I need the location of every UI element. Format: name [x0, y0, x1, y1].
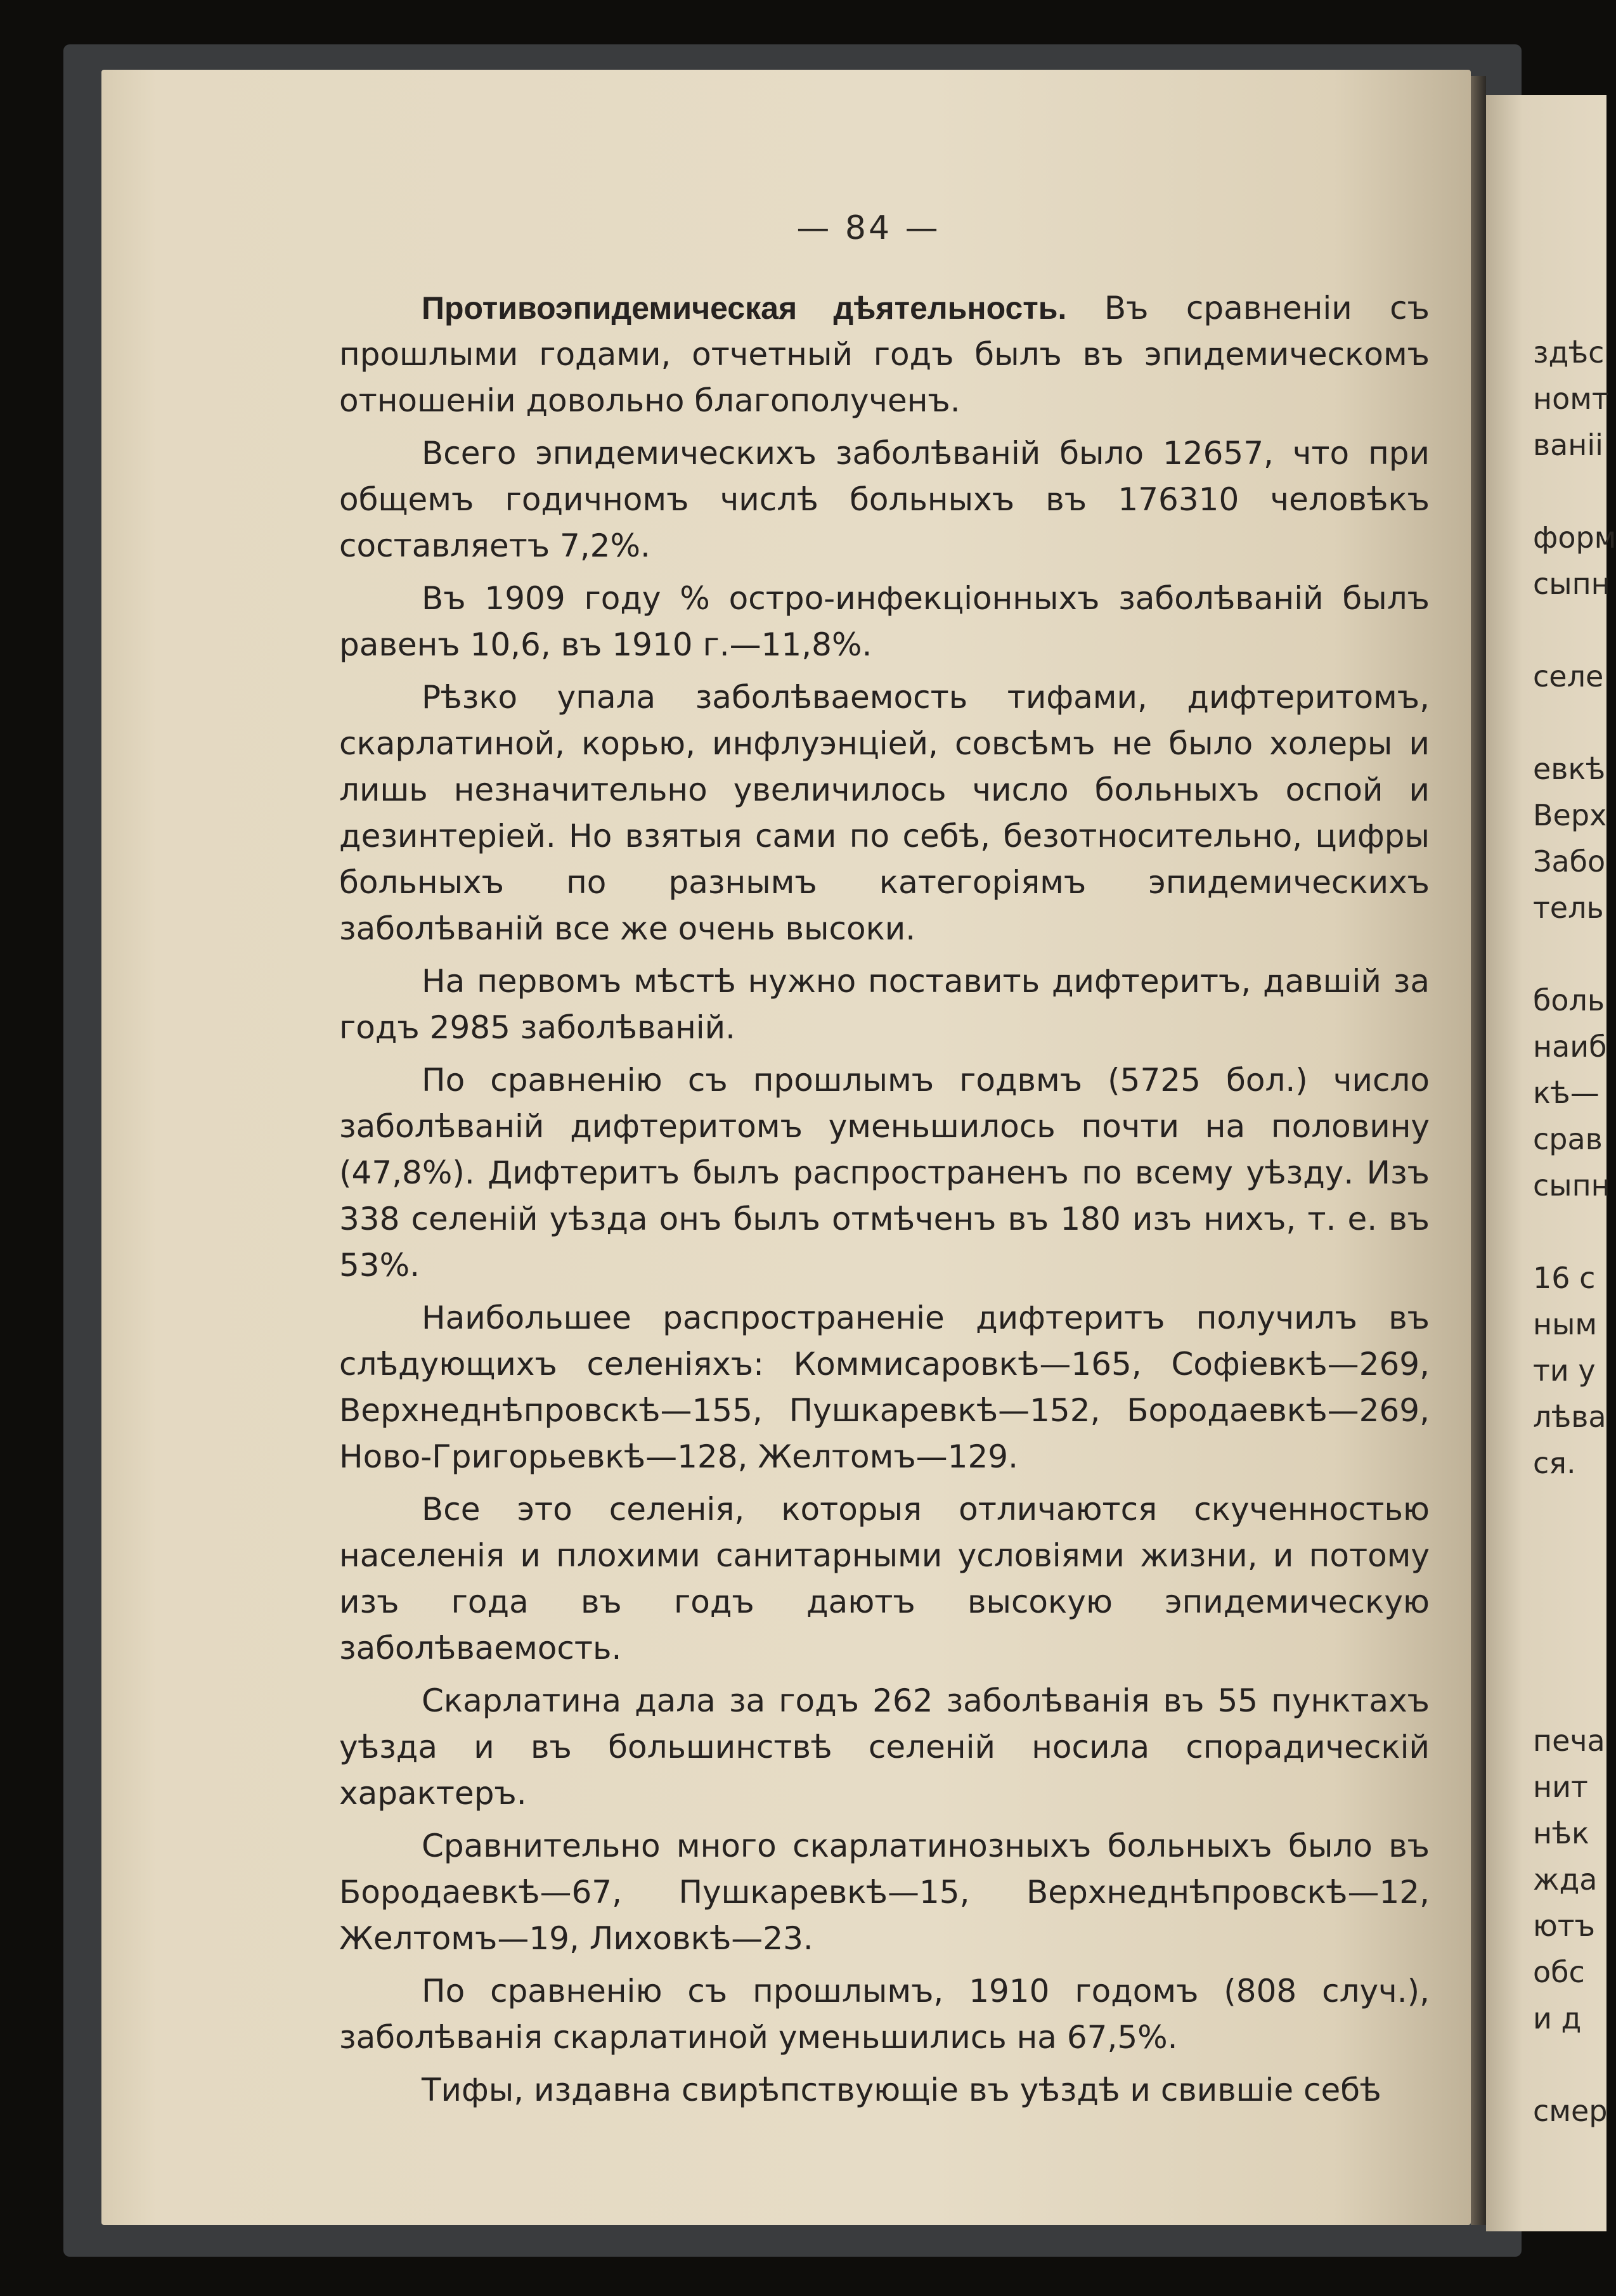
right-page-fragment: Забо: [1533, 844, 1606, 879]
paragraph-text: По сравненію съ прошлымъ годвмъ (5725 бол.) число заболѣваній дифтеритомъ уменьшилось почти на половину (47,8%). Дифтеритъ былъ распространенъ по всему уѣзду. Изъ 338 селеній уѣзда онъ былъ отмѣченъ въ 180 изъ нихъ, т. е. въ 53%.: [339, 1062, 1430, 1284]
paragraph: [339, 674, 1430, 952]
paragraph-text: Всего эпидемическихъ заболѣваній было 12657, что при общемъ годичномъ числѣ больныхъ въ 176310 человѣкъ составляетъ 7,2%.: [339, 435, 1430, 564]
paragraph-text: Наибольшее распространеніе дифтеритъ получилъ въ слѣдующихъ селеніяхъ: Коммисаровкѣ—165, Софіевкѣ—269, Верхнеднѣпровскѣ—155, Пушкаревкѣ—152, Бородаевкѣ—269, Ново-Григорьевкѣ—128, Желтомъ—129.: [339, 1300, 1430, 1475]
right-page-fragment: [1533, 468, 1606, 515]
right-page-fragment: ти у: [1533, 1353, 1596, 1388]
right-page-fragment: обс: [1533, 1955, 1585, 1989]
paragraph-text: На первомъ мѣстѣ нужно поставить дифтеритъ, давшій за годъ 2985 заболѣваній.: [339, 963, 1430, 1046]
paragraph-text: Скарлатина дала за годъ 262 заболѣванія въ 55 пунктахъ уѣзда и въ большинствѣ селеній носила спорадическій характеръ.: [339, 1682, 1430, 1812]
right-page-fragment: [1533, 931, 1606, 977]
right-page-fragment: жда: [1533, 1862, 1598, 1897]
paragraph: [339, 430, 1430, 569]
paragraph-text: Въ 1909 году % остро-инфекціонныхъ заболѣваній былъ равенъ 10,6, въ 1910 г.—11,8%.: [339, 580, 1430, 663]
right-page-fragment: лѣва: [1533, 1400, 1606, 1434]
right-page-fragment: боль: [1533, 983, 1605, 1017]
right-page-fragment: здѣс: [1533, 335, 1605, 370]
right-page-fragment: [1533, 1672, 1606, 1718]
right-page-fragment: [1533, 1533, 1606, 1579]
paragraph: [339, 1487, 1430, 1672]
paragraph-text: Сравнительно много скарлатинозныхъ больныхъ было въ Бородаевкѣ—67, Пушкаревкѣ—15, Верхнеднѣпровскѣ—12, Желтомъ—19, Лиховкѣ—23.: [339, 1828, 1430, 1957]
right-page-fragment: [1533, 1625, 1606, 1672]
right-page-fragment: печа: [1533, 1724, 1605, 1758]
paragraph: [339, 576, 1430, 668]
right-page-fragment: [1533, 700, 1606, 746]
paragraph: [339, 1678, 1430, 1817]
paragraph: [339, 1057, 1430, 1289]
right-page-fragment: нѣк: [1533, 1816, 1589, 1850]
right-page-fragment: [1533, 1487, 1606, 1533]
right-page-fragment: [1533, 607, 1606, 654]
right-page-fragment: форм: [1533, 520, 1616, 555]
book-spine: [1471, 76, 1486, 2225]
paragraph: [339, 2067, 1430, 2113]
right-page-fragment: [1533, 1579, 1606, 1625]
right-page-text-fragments: [1533, 330, 1616, 2134]
paragraph: [339, 1295, 1430, 1480]
paragraph-text: Въ сравненіи съ прошлыми годами, отчетный годъ былъ въ эпидемическомъ отношеніи довольно благополученъ.: [339, 290, 1430, 419]
right-page-fragment: и д: [1533, 2001, 1582, 2035]
page-body-text: [339, 285, 1430, 2120]
paragraph-text: Тифы, издавна свирѣпствующіе въ уѣздѣ и свившіе себѣ: [422, 2072, 1381, 2108]
right-page-fragment: ся.: [1533, 1446, 1576, 1480]
paragraph: [339, 1968, 1430, 2061]
right-page-fragment: [1533, 1209, 1606, 1255]
right-page-fragment: Верх: [1533, 798, 1607, 832]
right-page-fragment: срав: [1533, 1122, 1603, 1156]
right-page-fragment: ным: [1533, 1307, 1598, 1341]
right-page-fragment: смер: [1533, 2094, 1608, 2128]
paragraph: [339, 285, 1430, 424]
page-number: — 84 —: [796, 209, 941, 247]
right-page-fragment: кѣ—: [1533, 1076, 1600, 1110]
right-page-fragment: ваніі: [1533, 428, 1603, 462]
paragraph: [339, 958, 1430, 1051]
right-page-fragment: нит: [1533, 1770, 1588, 1804]
right-page-fragment: ютъ: [1533, 1909, 1596, 1943]
section-heading: Противоэпидемическая дѣятельность.: [422, 290, 1067, 326]
right-page-fragment: номт: [1533, 382, 1609, 416]
paragraph-text: Все это селенія, которыя отличаются скученностью населенія и плохими санитарными условіями жизни, и потому изъ года въ годъ даютъ высокую эпидемическую заболѣваемость.: [339, 1491, 1430, 1667]
right-page-fragment: 16 с: [1533, 1261, 1596, 1295]
right-page-fragment: сыпн: [1533, 1168, 1610, 1203]
right-page-fragment: сыпн: [1533, 567, 1610, 601]
right-page-fragment: тель: [1533, 891, 1604, 925]
paragraph-text: По сравненію съ прошлымъ, 1910 годомъ (808 случ.), заболѣванія скарлатиной уменьшились на 67,5%.: [339, 1973, 1430, 2056]
paragraph-text: Рѣзко упала заболѣваемость тифами, дифтеритомъ, скарлатиной, корью, инфлуэнціей, совсѣмъ не было холеры и лишь незначительно увеличилось число больныхъ оспой и дезинтеріей. Но взятыя сами по себѣ, безотносительно, цифры больныхъ по разнымъ категоріямъ эпидемическихъ заболѣваній все же очень высоки.: [339, 679, 1430, 947]
right-page-fragment: евкѣ: [1533, 752, 1606, 786]
right-page-fragment: селе: [1533, 659, 1604, 693]
right-page-fragment: наиб: [1533, 1029, 1607, 1064]
right-page-fragment: [1533, 2042, 1606, 2088]
paragraph: [339, 1823, 1430, 1962]
